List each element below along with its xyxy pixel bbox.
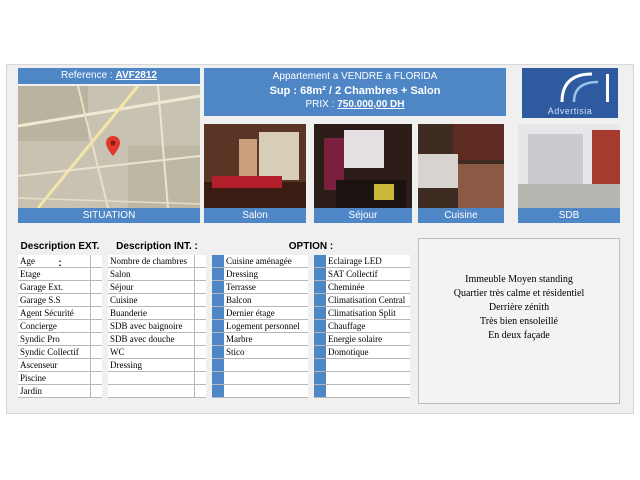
row-checkbox[interactable] bbox=[194, 320, 206, 332]
row-checkbox[interactable] bbox=[90, 294, 102, 306]
row-checkbox[interactable] bbox=[194, 307, 206, 319]
table-row bbox=[18, 346, 102, 359]
table-row bbox=[314, 294, 410, 307]
row-checkbox[interactable] bbox=[194, 294, 206, 306]
row-label: Cuisine bbox=[110, 295, 138, 305]
row-label bbox=[326, 359, 410, 371]
table-row bbox=[314, 307, 410, 320]
option-col2-rows bbox=[314, 255, 410, 398]
table-row bbox=[18, 294, 102, 307]
row-label: Logement personnel bbox=[226, 321, 300, 331]
table-row bbox=[212, 268, 308, 281]
option-checkbox[interactable] bbox=[314, 307, 326, 319]
row-checkbox[interactable] bbox=[90, 359, 102, 371]
row-checkbox[interactable] bbox=[194, 333, 206, 345]
table-row bbox=[108, 307, 206, 320]
table-row bbox=[18, 333, 102, 346]
row-checkbox[interactable] bbox=[90, 255, 102, 267]
price-label: PRIX : bbox=[305, 99, 335, 110]
table-row bbox=[18, 372, 102, 385]
row-label: Cheminée bbox=[328, 282, 365, 292]
table-row bbox=[314, 359, 410, 372]
table-row bbox=[108, 268, 206, 281]
option-checkbox[interactable] bbox=[212, 359, 224, 371]
row-label: Energie solaire bbox=[328, 334, 383, 344]
option-checkbox[interactable] bbox=[314, 372, 326, 384]
table-row bbox=[212, 281, 308, 294]
remarks-box bbox=[418, 238, 620, 404]
row-checkbox[interactable] bbox=[194, 268, 206, 280]
table-row bbox=[212, 346, 308, 359]
sejour-photo bbox=[314, 124, 412, 208]
option-checkbox[interactable] bbox=[212, 346, 224, 358]
row-label: Séjour bbox=[110, 282, 134, 292]
option-checkbox[interactable] bbox=[212, 307, 224, 319]
row-checkbox[interactable] bbox=[194, 346, 206, 358]
reference-bar bbox=[18, 68, 200, 84]
option-checkbox[interactable] bbox=[212, 333, 224, 345]
table-row bbox=[108, 359, 206, 372]
remark-line: Immeuble Moyen standing bbox=[465, 274, 573, 285]
sdb-caption: SDB bbox=[518, 208, 620, 223]
row-label: SDB avec baignoire bbox=[110, 321, 183, 331]
option-checkbox[interactable] bbox=[314, 281, 326, 293]
table-row bbox=[108, 320, 206, 333]
table-row bbox=[18, 320, 102, 333]
row-label: Chauffage bbox=[328, 321, 366, 331]
row-checkbox[interactable] bbox=[90, 385, 102, 397]
row-label bbox=[326, 385, 410, 397]
table-row bbox=[108, 255, 206, 268]
row-label: Concierge bbox=[20, 321, 57, 331]
description-int-table bbox=[108, 238, 206, 398]
row-label: Piscine bbox=[20, 373, 46, 383]
row-label: Garage Ext. bbox=[20, 282, 63, 292]
row-checkbox[interactable] bbox=[194, 281, 206, 293]
table-row bbox=[212, 385, 308, 398]
row-label bbox=[108, 385, 194, 397]
row-label: Agent Sécurité bbox=[20, 308, 74, 318]
reference-label: Reference : bbox=[61, 70, 113, 81]
map-pin-icon bbox=[106, 136, 120, 156]
table-row bbox=[212, 320, 308, 333]
option-checkbox[interactable] bbox=[314, 346, 326, 358]
option-checkbox[interactable] bbox=[212, 268, 224, 280]
table-row bbox=[108, 294, 206, 307]
description-int-title: Description INT. : bbox=[108, 238, 206, 255]
option-checkbox[interactable] bbox=[314, 359, 326, 371]
option-checkbox[interactable] bbox=[314, 320, 326, 332]
remark-line: Quartier très calme et résidentiel bbox=[453, 288, 585, 299]
table-row bbox=[314, 333, 410, 346]
row-label: Nombre de chambres bbox=[110, 256, 187, 266]
option-checkbox[interactable] bbox=[212, 320, 224, 332]
row-label: Climatisation Split bbox=[328, 308, 396, 318]
salon-photo bbox=[204, 124, 306, 208]
row-label: Syndic Pro bbox=[20, 334, 60, 344]
remark-line: Derrière zénith bbox=[488, 302, 550, 313]
row-label: Dressing bbox=[226, 269, 258, 279]
row-label: Garage S.S bbox=[20, 295, 61, 305]
option-checkbox[interactable] bbox=[212, 385, 224, 397]
table-row bbox=[18, 385, 102, 398]
remark-line: En deux façade bbox=[488, 330, 550, 341]
row-label: Ascenseur bbox=[20, 360, 58, 370]
table-row bbox=[212, 255, 308, 268]
table-row bbox=[108, 333, 206, 346]
row-label: Balcon bbox=[226, 295, 252, 305]
table-row bbox=[18, 281, 102, 294]
option-checkbox[interactable] bbox=[212, 372, 224, 384]
table-row bbox=[18, 268, 102, 281]
listing-title: Appartement a VENDRE a FLORIDA bbox=[272, 71, 438, 82]
description-int-rows bbox=[108, 255, 206, 398]
option-checkbox[interactable] bbox=[212, 255, 224, 267]
row-label: Cuisine aménagée bbox=[226, 256, 292, 266]
description-ext-title: Description EXT. : bbox=[18, 238, 102, 255]
row-label: Domotique bbox=[328, 347, 369, 357]
option-checkbox[interactable] bbox=[314, 333, 326, 345]
cuisine-caption: Cuisine bbox=[418, 208, 504, 223]
table-row bbox=[212, 372, 308, 385]
row-label: Dernier étage bbox=[226, 308, 275, 318]
table-row bbox=[314, 372, 410, 385]
row-label: SAT Collectif bbox=[328, 269, 378, 279]
table-row bbox=[108, 372, 206, 385]
logo-arcs-icon bbox=[522, 68, 618, 106]
title-bar bbox=[204, 68, 506, 116]
table-row bbox=[314, 346, 410, 359]
row-label: Salon bbox=[110, 269, 131, 279]
reference-value: AVF2812 bbox=[115, 70, 157, 81]
option-checkbox[interactable] bbox=[314, 294, 326, 306]
option-checkbox[interactable] bbox=[314, 268, 326, 280]
option-checkbox[interactable] bbox=[314, 385, 326, 397]
row-checkbox[interactable] bbox=[90, 346, 102, 358]
row-label: SDB avec douche bbox=[110, 334, 175, 344]
row-label: WC bbox=[110, 347, 125, 357]
table-row bbox=[314, 320, 410, 333]
row-label: Dressing bbox=[110, 360, 142, 370]
table-row bbox=[314, 255, 410, 268]
row-label: Buanderie bbox=[110, 308, 147, 318]
sdb-photo bbox=[518, 124, 620, 208]
listing-surface: Sup : 68m² / 2 Chambres + Salon bbox=[269, 85, 441, 97]
table-row bbox=[108, 385, 206, 398]
row-label: Marbre bbox=[226, 334, 253, 344]
situation-caption: SITUATION bbox=[18, 208, 200, 223]
description-ext-table bbox=[18, 238, 102, 398]
row-label bbox=[326, 372, 410, 384]
table-row bbox=[314, 268, 410, 281]
option-checkbox[interactable] bbox=[212, 294, 224, 306]
row-label: Terrasse bbox=[226, 282, 256, 292]
table-row bbox=[314, 281, 410, 294]
table-row bbox=[314, 385, 410, 398]
row-label: Eclairage LED bbox=[328, 256, 382, 266]
row-label bbox=[224, 385, 308, 397]
table-row bbox=[212, 307, 308, 320]
table-row bbox=[212, 333, 308, 346]
row-label: Etage bbox=[20, 269, 41, 279]
table-row bbox=[18, 359, 102, 372]
row-label: Age bbox=[20, 256, 35, 266]
row-checkbox[interactable] bbox=[194, 255, 206, 267]
remark-line: Très bien ensoleillé bbox=[480, 316, 558, 327]
option-checkbox[interactable] bbox=[314, 255, 326, 267]
row-checkbox[interactable] bbox=[194, 372, 206, 384]
row-label bbox=[108, 372, 194, 384]
row-checkbox[interactable] bbox=[90, 307, 102, 319]
row-checkbox[interactable] bbox=[90, 320, 102, 332]
advertisia-logo bbox=[522, 68, 618, 118]
row-checkbox[interactable] bbox=[90, 281, 102, 293]
table-row bbox=[18, 307, 102, 320]
row-checkbox[interactable] bbox=[90, 333, 102, 345]
row-label: Stico bbox=[226, 347, 245, 357]
cuisine-photo bbox=[418, 124, 504, 208]
row-label: Jardin bbox=[20, 386, 42, 396]
row-label bbox=[224, 372, 308, 384]
sejour-caption: Séjour bbox=[314, 208, 412, 223]
logo-text: Advertisia bbox=[547, 106, 593, 116]
row-checkbox[interactable] bbox=[194, 385, 206, 397]
option-col1-rows bbox=[212, 255, 308, 398]
option-title: OPTION : bbox=[212, 238, 410, 255]
table-row bbox=[108, 346, 206, 359]
row-label: Syndic Collectif bbox=[20, 347, 79, 357]
row-label: Climatisation Central bbox=[328, 295, 406, 305]
row-checkbox[interactable] bbox=[90, 372, 102, 384]
table-row bbox=[212, 294, 308, 307]
description-ext-rows bbox=[18, 255, 102, 398]
situation-map bbox=[18, 86, 200, 208]
table-row bbox=[18, 255, 102, 268]
row-label bbox=[224, 359, 308, 371]
table-row bbox=[108, 281, 206, 294]
salon-caption: Salon bbox=[204, 208, 306, 223]
row-checkbox[interactable] bbox=[90, 268, 102, 280]
table-row bbox=[212, 359, 308, 372]
price-value: 750.000,00 DH bbox=[337, 99, 405, 110]
row-checkbox[interactable] bbox=[194, 359, 206, 371]
option-checkbox[interactable] bbox=[212, 281, 224, 293]
option-table bbox=[212, 238, 410, 398]
